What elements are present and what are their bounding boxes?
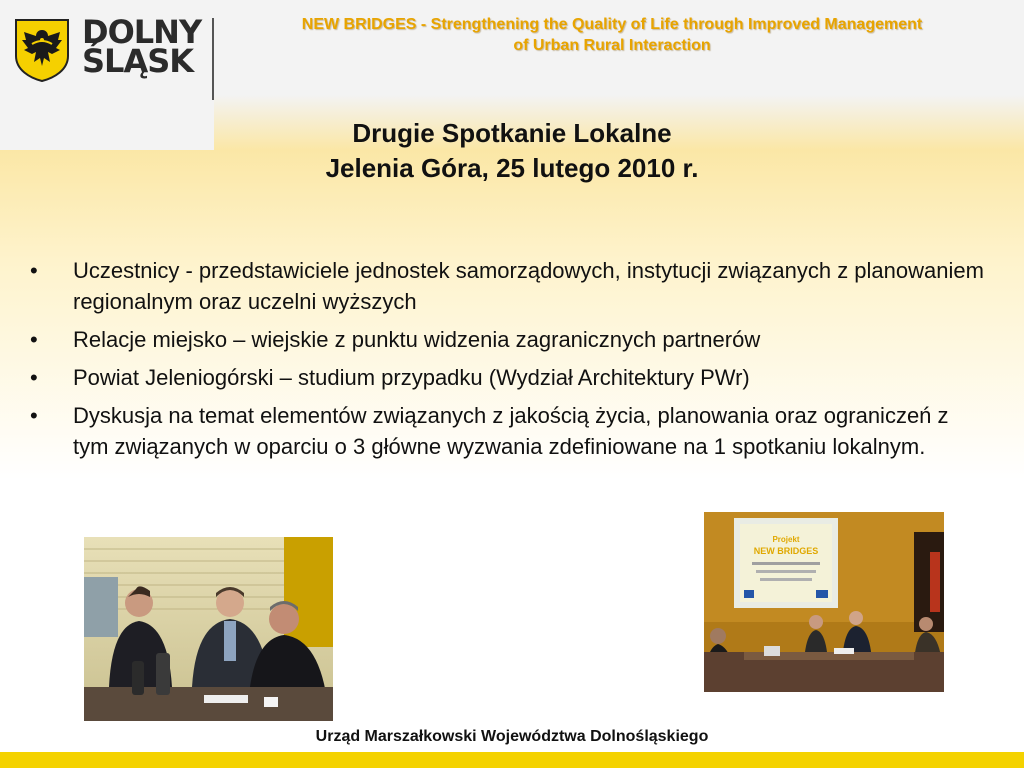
project-header-line-2: of Urban Rural Interaction (513, 37, 711, 54)
screen-projekt-label: Projekt (772, 535, 800, 544)
project-header-line-1: NEW BRIDGES - Strengthening the Quality of Life through Improved Management (301, 16, 923, 33)
conference-photo-illustration (704, 512, 944, 692)
project-header (250, 14, 974, 56)
bullet-text: Relacje miejsko – wiejskie z punktu widzenia zagranicznych partnerów (73, 327, 761, 352)
eagle-crest-icon (14, 18, 70, 82)
bullet-marker: • (30, 327, 38, 352)
bullet-text: Dyskusja na temat elementów związanych z jakością życia, planowania oraz ograniczeń z tym związanych w oparciu o 3 główne wyzwania zdefiniowane na 1 spotkaniu lokalnym. (73, 403, 949, 459)
slide-title-line-1: Drugie Spotkanie Lokalne (352, 118, 672, 148)
bullet-list (30, 255, 990, 469)
screen-new-bridges-label: NEW BRIDGES (753, 546, 819, 556)
logo-line-1: DOLNY (82, 13, 202, 51)
footer-bar (0, 752, 1024, 768)
bullet-marker: • (30, 403, 38, 428)
slide-title (150, 116, 874, 186)
meeting-photo-illustration (84, 537, 333, 721)
conference-room-photo (704, 512, 944, 692)
logo-line-2: ŚLĄSK (82, 42, 194, 80)
bullet-item (30, 400, 990, 462)
logo-wordmark (82, 13, 202, 80)
footer-office-name: Urząd Marszałkowski Województwa Dolnośląskiego (315, 728, 709, 745)
slide-title-line-2: Jelenia Góra, 25 lutego 2010 r. (325, 153, 699, 183)
bullet-text: Uczestnicy - przedstawiciele jednostek samorządowych, instytucji związanych z planowaniem regionalnym oraz uczelni wyższych (73, 258, 984, 314)
logo-divider (212, 18, 214, 100)
bullet-item (30, 362, 990, 393)
bullet-marker: • (30, 258, 38, 283)
meeting-participants-photo (84, 537, 333, 721)
bullet-marker: • (30, 365, 38, 390)
bullet-item (30, 324, 990, 355)
bullet-item (30, 255, 990, 317)
bullet-text: Powiat Jeleniogórski – studium przypadku (Wydział Architektury PWr) (73, 365, 750, 390)
